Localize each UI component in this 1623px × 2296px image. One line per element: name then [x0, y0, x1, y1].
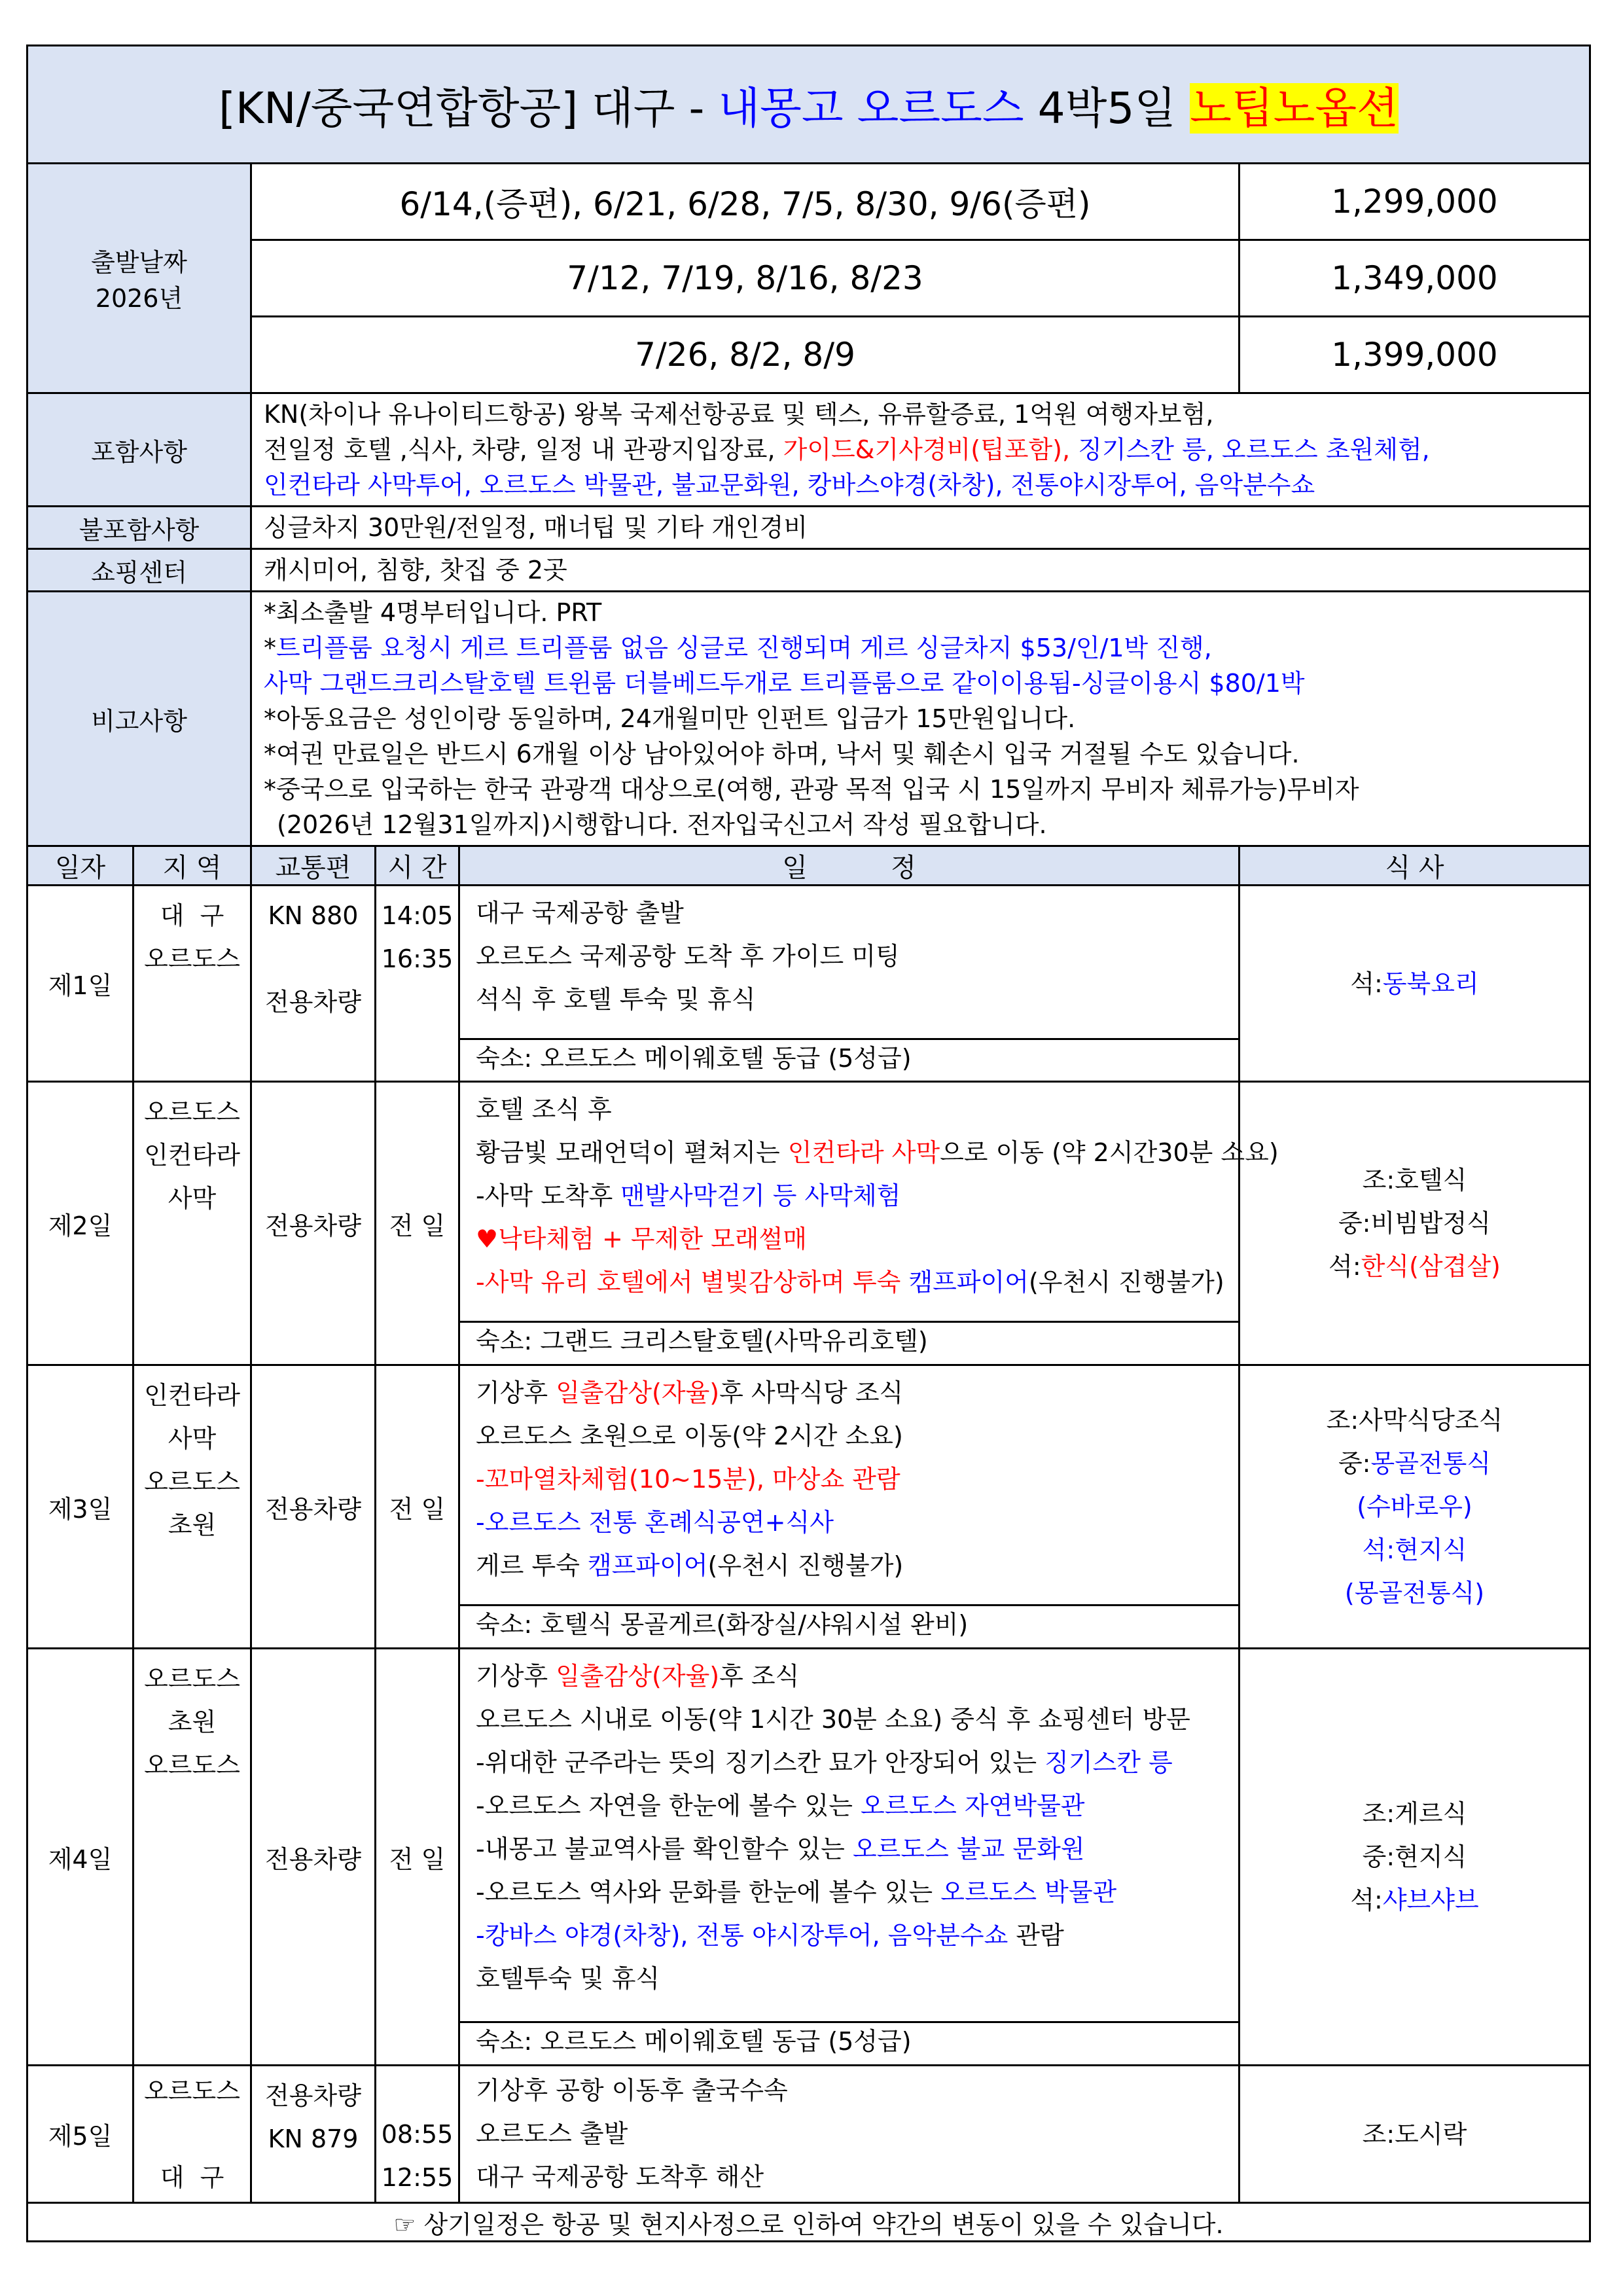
shopping-label: 쇼핑센터 — [27, 549, 251, 592]
title-text: [KN/중국연합항공] 대구 - — [219, 83, 719, 134]
day-label: 제1일 — [27, 886, 134, 1082]
day-schedule: 기상후 일출감상(자율)후 조식 오르도스 시내로 이동(약 1시간 30분 소요) 중식 후 쇼핑센터 방문 -위대한 군주라는 뜻의 징기스칸 묘가 안장되어 있는 징기스칸 릉 -오르도스 자연을 한눈에 볼수 있는 오르도스 자연박물관 -내몽고 불교역사를 확인할수 있는 오르도스 불교 문화원 -오르도스 역사와 문화를 한눈에 볼수 있는 오르도스 박물관 -캉바스 야경(차창), 전통 야시장투어, 음악분수쇼 관람 호텔투숙 및 휴식 숙소: 오르도스 메이웨호텔 동급 (5성급) — [459, 1649, 1240, 2066]
hotel-info: 숙소: 호텔식 몽골게르(화장실/샤워시설 완비) — [460, 1604, 1238, 1643]
hotel-info: 숙소: 그랜드 크리스탈호텔(사막유리호텔) — [460, 1321, 1238, 1359]
included-label: 포함사항 — [27, 393, 251, 507]
title-duration: 4박5일 — [1024, 83, 1190, 134]
itinerary-table — [26, 45, 1591, 2242]
day-meals: 석:동북요리 — [1240, 886, 1590, 1082]
itinerary-sheet — [26, 45, 1589, 2242]
hotel-info: 숙소: 오르도스 메이웨호텔 동급 (5성급) — [460, 1038, 1238, 1077]
day-region: 인컨타라 사막 오르도스 초원 — [134, 1365, 251, 1649]
header-day: 일자 — [27, 846, 134, 886]
day-time: 전 일 — [376, 1649, 459, 2066]
day-schedule: 기상후 일출감상(자율)후 사막식당 조식 오르도스 초원으로 이동(약 2시간 소요) -꼬마열차체험(10~15분), 마상쇼 관람 -오르도스 전통 혼례식공연+식사 게르 투숙 캠프파이어(우천시 진행불가) 숙소: 호텔식 몽골게르(화장실/샤워시설 완비) — [459, 1365, 1240, 1649]
hotel-info: 숙소: 오르도스 메이웨호텔 동급 (5성급) — [460, 2021, 1238, 2060]
excluded-label: 불포함사항 — [27, 507, 251, 549]
day-time: 08:55 12:55 — [376, 2066, 459, 2203]
included-text: KN(차이나 유나이티드항공) 왕복 국제선항공료 및 텍스, 유류할증료, 1억원 여행자보험, 전일정 호텔 ,식사, 차량, 일정 내 관광지입장료, 가이드&기사경비(팁포함), 징기스칸 릉, 오르도스 초원체험, 인컨타라 사막투어, 오르도스 박물관, 불교문화원, 캉바스야경(차창), 전통야시장투어, 음악분수쇼 — [251, 393, 1590, 507]
price: 1,349,000 — [1240, 240, 1590, 317]
day-row — [27, 2066, 1590, 2203]
remarks-label: 비고사항 — [27, 592, 251, 846]
day-transport: 전용차량 — [251, 1082, 376, 1365]
price: 1,399,000 — [1240, 317, 1590, 393]
header-transport: 교통편 — [251, 846, 376, 886]
excluded-text: 싱글차지 30만원/전일정, 매너팁 및 기타 개인경비 — [251, 507, 1590, 549]
departure-dates: 7/26, 8/2, 8/9 — [251, 317, 1240, 393]
day-row — [27, 1365, 1590, 1649]
schedule-header — [27, 846, 1590, 886]
day-label: 제3일 — [27, 1365, 134, 1649]
day-transport: 전용차량 — [251, 1365, 376, 1649]
day-transport: 전용차량 KN 879 — [251, 2066, 376, 2203]
departure-dates: 6/14,(증편), 6/21, 6/28, 7/5, 8/30, 9/6(증편) — [251, 164, 1240, 240]
day-transport: KN 880 전용차량 — [251, 886, 376, 1082]
day-region: 대 구 오르도스 — [134, 886, 251, 1082]
day-region: 오르도스 초원 오르도스 — [134, 1649, 251, 2066]
day-time: 전 일 — [376, 1082, 459, 1365]
header-region: 지 역 — [134, 846, 251, 886]
day-region: 오르도스 인컨타라 사막 — [134, 1082, 251, 1365]
header-time: 시 간 — [376, 846, 459, 886]
day-label: 제4일 — [27, 1649, 134, 2066]
day-schedule: 대구 국제공항 출발 오르도스 국제공항 도착 후 가이드 미팅 석식 후 호텔 투숙 및 휴식 숙소: 오르도스 메이웨호텔 동급 (5성급) — [459, 886, 1240, 1082]
day-row — [27, 886, 1590, 1082]
day-label: 제2일 — [27, 1082, 134, 1365]
departure-label: 출발날짜 2026년 — [27, 164, 251, 393]
shopping-text: 캐시미어, 침향, 찻집 중 2곳 — [251, 549, 1590, 592]
day-meals: 조:사막식당조식 중:몽골전통식 (수바로우) 석:현지식 (몽골전통식) — [1240, 1365, 1590, 1649]
header-itinerary: 일 정 — [459, 846, 1240, 886]
day-schedule: 기상후 공항 이동후 출국수속 오르도스 출발 대구 국제공항 도착후 해산 — [459, 2066, 1240, 2203]
day-transport: 전용차량 — [251, 1649, 376, 2066]
no-tip-badge: 노팁노옵션 — [1190, 83, 1399, 134]
footer-note: ☞ 상기일정은 항공 및 현지사정으로 인하여 약간의 변동이 있을 수 있습니다. — [27, 2203, 1590, 2242]
title-destination: 내몽고 오르도스 — [718, 83, 1024, 134]
day-region: 오르도스 대 구 — [134, 2066, 251, 2203]
departure-dates: 7/12, 7/19, 8/16, 8/23 — [251, 240, 1240, 317]
day-schedule: 호텔 조식 후 황금빛 모래언덕이 펼쳐지는 인컨타라 사막으로 이동 (약 2시간30분 소요) -사막 도착후 맨발사막걷기 등 사막체험 ♥낙타체험 + 무제한 모래썰매 -사막 유리 호텔에서 별빛감상하며 투숙 캠프파이어(우천시 진행불가) 숙소: 그랜드 크리스탈호텔(사막유리호텔) — [459, 1082, 1240, 1365]
day-time: 14:05 16:35 — [376, 886, 459, 1082]
price: 1,299,000 — [1240, 164, 1590, 240]
day-meals: 조:도시락 — [1240, 2066, 1590, 2203]
day-row — [27, 1082, 1590, 1365]
page-title — [27, 46, 1590, 164]
remarks-text: *최소출발 4명부터입니다. PRT *트리플룸 요청시 게르 트리플룸 없음 싱글로 진행되며 게르 싱글차지 $53/인/1박 진행, 사막 그랜드크리스탈호텔 트윈룸 더블베드두개로 트리플룸으로 같이이용됨-싱글이용시 $80/1박 *아동요금은 성인이랑 동일하며, 24개월미만 인펀트 입금가 15만원입니다. *여권 만료일은 반드시 6개월 이상 남아있어야 하며, 낙서 및 훼손시 입국 거절될 수도 있습니다. *중국으로 입국하는 한국 관광객 대상으로(여행, 관광 목적 입국 시 15일까지 무비자 체류가능)무비자 (2026년 12월31일까지)시행합니다. 전자입국신고서 작성 필요합니다. — [251, 592, 1590, 846]
header-meal: 식 사 — [1240, 846, 1590, 886]
day-row — [27, 1649, 1590, 2066]
day-meals: 조:호텔식 중:비빔밥정식 석:한식(삼겹살) — [1240, 1082, 1590, 1365]
day-time: 전 일 — [376, 1365, 459, 1649]
day-label: 제5일 — [27, 2066, 134, 2203]
day-meals: 조:게르식 중:현지식 석:샤브샤브 — [1240, 1649, 1590, 2066]
